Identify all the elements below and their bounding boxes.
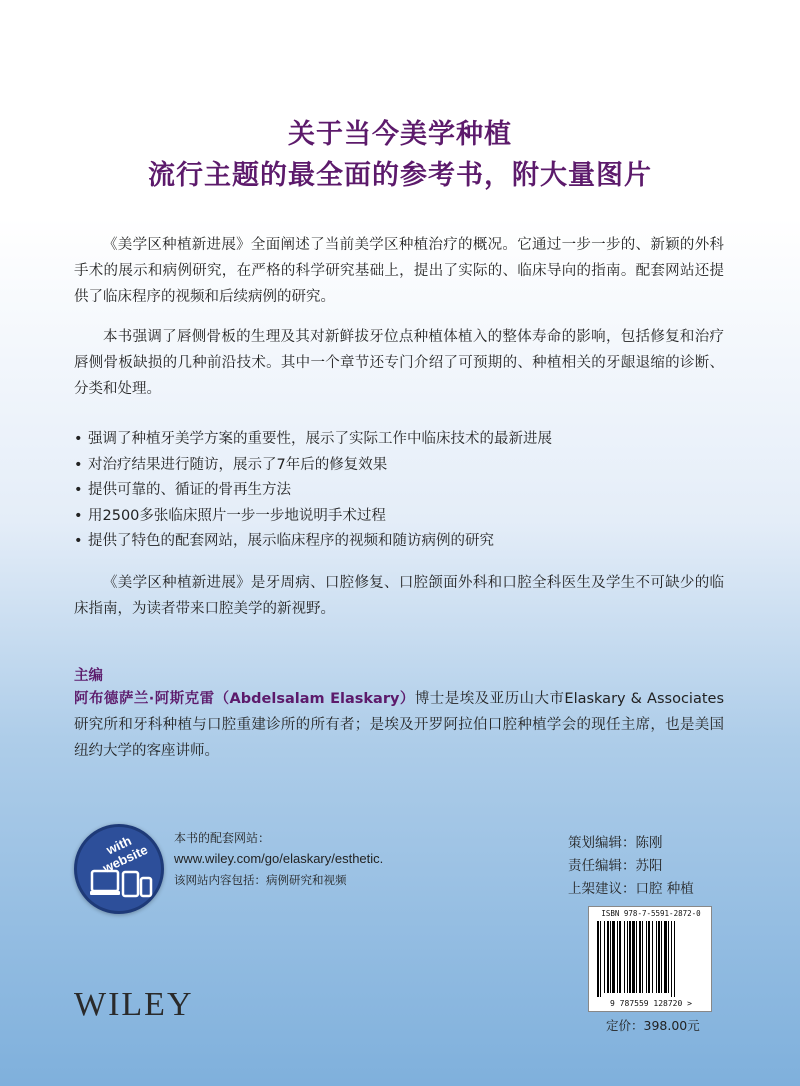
closing-paragraph: 《美学区种植新进展》是牙周病、口腔修复、口腔颌面外科和口腔全科医生及学生不可缺少的临床指南，为读者带来口腔美学的新视野。 <box>74 575 724 617</box>
barcode-digits: 9 787559 128720 > <box>610 999 692 1008</box>
intro-paragraph-2: 本书强调了唇侧骨板的生理及其对新鲜拔牙位点种植体植入的整体寿命的影响，包括修复和治疗唇侧骨板缺损的几种前沿技术。其中一个章节还专门介绍了可预期的、种植相关的牙龈退缩的诊断、分类和处理。 <box>74 329 724 397</box>
isbn-text: ISBN 978-7-5591-2872-0 <box>601 909 701 918</box>
bullet-icon: • <box>74 456 83 473</box>
website-info <box>174 828 383 890</box>
devices-icon <box>90 867 154 901</box>
bullet-icon: • <box>74 482 83 498</box>
publisher-logo: WILEY <box>74 986 194 1023</box>
editor-bio-text: 博士是埃及亚历山大市Elaskary & Associates研究所和牙科种植与口腔重建诊所的所有者；是埃及开罗阿拉伯口腔种植学会的现任主席，也是美国纽约大学的客座讲师。 <box>74 691 724 759</box>
responsible-editor: 责任编辑：苏阳 <box>568 858 663 874</box>
editor-bio <box>74 686 724 764</box>
editor-heading: 主编 <box>74 668 103 684</box>
bullet-icon: • <box>74 533 83 549</box>
planning-editor: 策划编辑：陈刚 <box>568 835 663 851</box>
list-item: • 提供了特色的配套网站，展示临床程序的视频和随访病例的研究 <box>74 529 724 555</box>
feature-list <box>74 427 724 555</box>
website-badge <box>74 824 164 914</box>
website-intro: 本书的配套网站： <box>174 831 271 845</box>
shelving-suggestion: 上架建议：口腔 种植 <box>568 881 694 897</box>
list-item: • 提供可靠的、循证的骨再生方法 <box>74 478 724 504</box>
credits <box>568 832 694 901</box>
bullet-icon: • <box>74 507 83 524</box>
headline-line-2: 流行主题的最全面的参考书，附大量图片 <box>148 160 652 191</box>
list-item: • 对治疗结果进行随访，展示了7年后的修复效果 <box>74 453 724 479</box>
editor-name: 阿布德萨兰·阿斯克雷（Abdelsalam Elaskary） <box>74 691 415 707</box>
barcode-icon <box>595 921 707 997</box>
isbn-barcode <box>588 906 712 1012</box>
headline-line-1: 关于当今美学种植 <box>288 119 512 150</box>
headline <box>0 114 800 196</box>
badge-label: with website <box>100 832 150 876</box>
website-contents: 该网站内容包括：病例研究和视频 <box>174 873 347 887</box>
price: 定价：398.00元 <box>606 1018 700 1033</box>
bullet-icon: • <box>74 431 83 447</box>
list-item: • 用2500多张临床照片一步一步地说明手术过程 <box>74 504 724 530</box>
intro-paragraph-1: 《美学区种植新进展》全面阐述了当前美学区种植治疗的概况。它通过一步一步的、新颖的外科手术的展示和病例研究，在严格的科学研究基础上，提出了实际的、临床导向的指南。配套网站还提供了临床程序的视频和后续病例的研究。 <box>74 237 724 305</box>
list-item: • 强调了种植牙美学方案的重要性，展示了实际工作中临床技术的最新进展 <box>74 427 724 453</box>
website-url[interactable]: www.wiley.com/go/elaskary/esthetic. <box>174 851 384 866</box>
